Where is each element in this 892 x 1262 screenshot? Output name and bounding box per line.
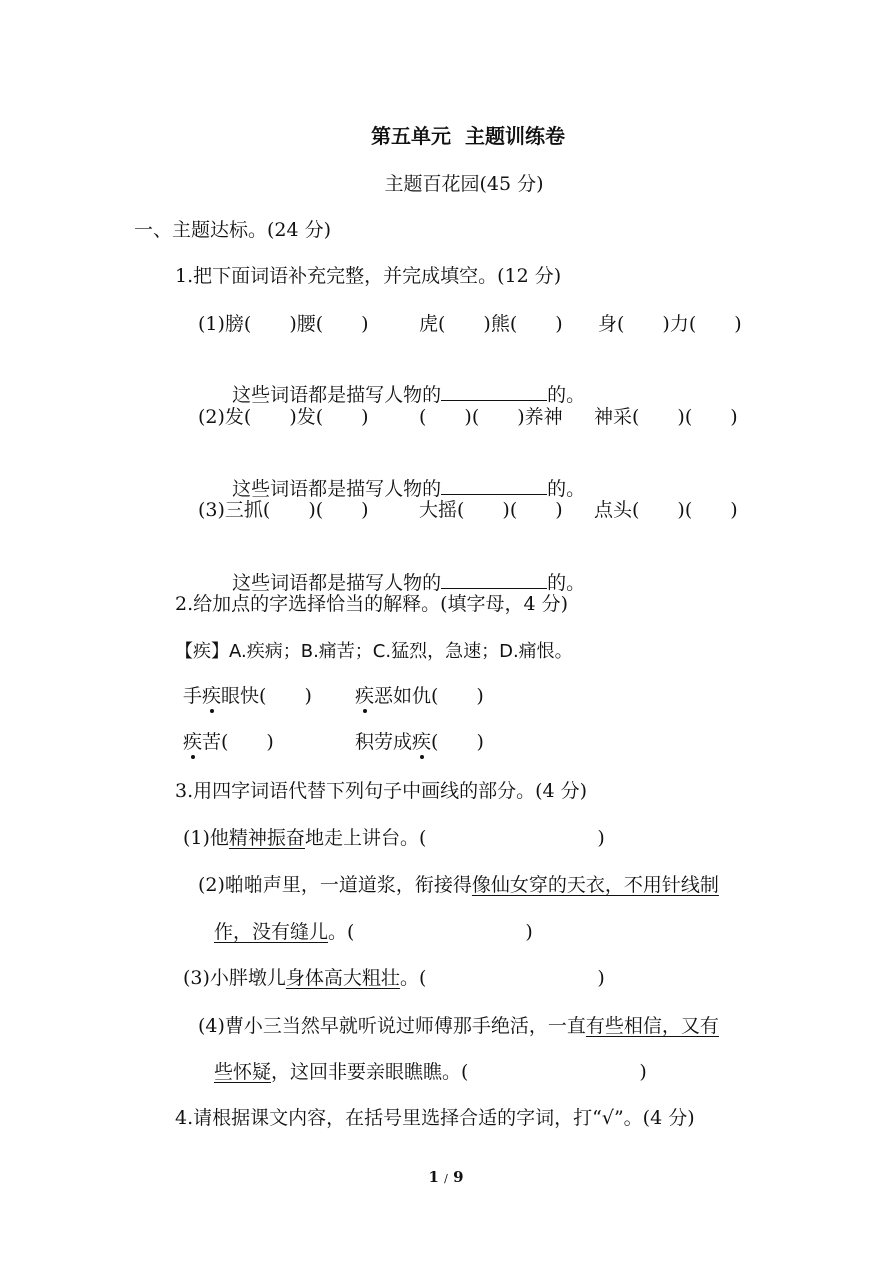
- fill-prefix: 这些词语都是描写人物的: [232, 384, 442, 406]
- fill-prefix: 这些词语都是描写人物的: [232, 478, 442, 500]
- q2-options: 【疾】A.疾病；B.痛苦；C.猛烈，急速；D.痛恨。: [175, 641, 573, 662]
- fill-suffix: 的。: [547, 384, 586, 406]
- q3-sentence-1: [183, 826, 605, 850]
- q3-sentence-4-line2: [214, 1060, 647, 1084]
- q1-row1-group-a: (1)膀( )腰( ): [198, 313, 369, 335]
- q2-item-2-answer: 恶如仇( ): [374, 685, 484, 707]
- page-number: [0, 1168, 892, 1186]
- q3-sentence-2-line2: [214, 920, 533, 944]
- answer-blank[interactable]: [441, 570, 547, 589]
- dotted-char: 疾: [412, 731, 432, 753]
- q3-s3-suffix: 。( ): [399, 967, 605, 989]
- q3-sentence-3: [183, 966, 605, 990]
- q1-row2-group-a: (2)发( )发( ): [198, 406, 369, 428]
- q2-item-1-answer: 眼快( ): [221, 685, 312, 707]
- section-heading: 一、主题达标。(24 分): [134, 219, 332, 241]
- page-separator: /: [444, 1172, 448, 1185]
- q3-sentence-2-line1: [198, 873, 719, 897]
- answer-blank[interactable]: [441, 382, 547, 401]
- q2-item-1-text: 手: [183, 685, 203, 707]
- page-subtitle: 主题百花园(45 分): [384, 173, 544, 195]
- q1-row2-fill-sentence: [220, 452, 585, 501]
- q1-row1-fill-sentence: [220, 358, 585, 407]
- q1-row1-group-c: 身( )力( ): [598, 313, 742, 335]
- q2-item-1: [183, 684, 312, 708]
- fill-suffix: 的。: [547, 478, 586, 500]
- q1-row3-group-a: (3)三抓( )( ): [198, 499, 369, 521]
- answer-blank[interactable]: [441, 476, 547, 495]
- underlined-phrase: 些怀疑: [214, 1061, 272, 1083]
- q3-sentence-4-line1: [198, 1014, 719, 1038]
- q2-item-4: [355, 730, 484, 754]
- q3-s3-prefix: (3)小胖墩儿: [183, 967, 286, 989]
- q2-item-3: [183, 730, 274, 754]
- q1-row1-group-b: 虎( )熊( ): [419, 313, 563, 335]
- q2-item-4-text: 积劳成: [355, 731, 413, 753]
- dotted-char: 疾: [183, 731, 203, 753]
- dotted-char: 疾: [202, 685, 222, 707]
- page-total: 9: [453, 1168, 464, 1186]
- question-4-stem: 4.请根据课文内容，在括号里选择合适的字词，打“√”。(4 分): [175, 1107, 695, 1129]
- q3-s1-suffix: 地走上讲台。( ): [304, 827, 605, 849]
- underlined-phrase: 作，没有缝儿: [214, 921, 329, 943]
- q2-item-2: [355, 684, 484, 708]
- page-current: 1: [428, 1168, 439, 1186]
- q2-item-3-answer: 苦( ): [202, 731, 274, 753]
- q3-s1-prefix: (1)他: [183, 827, 229, 849]
- q2-item-4-answer: ( ): [431, 731, 484, 753]
- page-title: 第五单元 主题训练卷: [371, 124, 565, 148]
- q1-row2-group-c: 神采( )( ): [594, 406, 738, 428]
- dotted-char: 疾: [355, 685, 375, 707]
- q3-s2-suffix: 。( ): [328, 921, 533, 943]
- q3-s4-prefix: (4)曹小三当然早就听说过师傅那手绝活，一直: [198, 1015, 586, 1037]
- q3-s4-suffix: ，这回非要亲眼瞧瞧。( ): [271, 1061, 647, 1083]
- q3-s2-prefix: (2)啪啪声里，一道道浆，衔接得: [198, 874, 472, 896]
- question-2-stem: 2.给加点的字选择恰当的解释。(填字母，4 分): [175, 593, 569, 615]
- underlined-phrase: 像仙女穿的天衣，不用针线制: [471, 874, 719, 896]
- fill-suffix: 的。: [547, 572, 586, 594]
- question-1-stem: 1.把下面词语补充完整，并完成填空。(12 分): [175, 265, 562, 287]
- fill-prefix: 这些词语都是描写人物的: [232, 572, 442, 594]
- underlined-phrase: 有些相信，又有: [585, 1015, 719, 1037]
- underlined-phrase: 身体高大粗壮: [285, 967, 400, 989]
- q1-row3-fill-sentence: [220, 546, 585, 595]
- q1-row2-group-b: ( )( )养神: [419, 406, 563, 428]
- underlined-phrase: 精神振奋: [228, 827, 305, 849]
- q1-row3-group-c: 点头( )( ): [594, 499, 738, 521]
- question-3-stem: 3.用四字词语代替下列句子中画线的部分。(4 分): [175, 780, 588, 802]
- q1-row3-group-b: 大摇( )( ): [419, 499, 563, 521]
